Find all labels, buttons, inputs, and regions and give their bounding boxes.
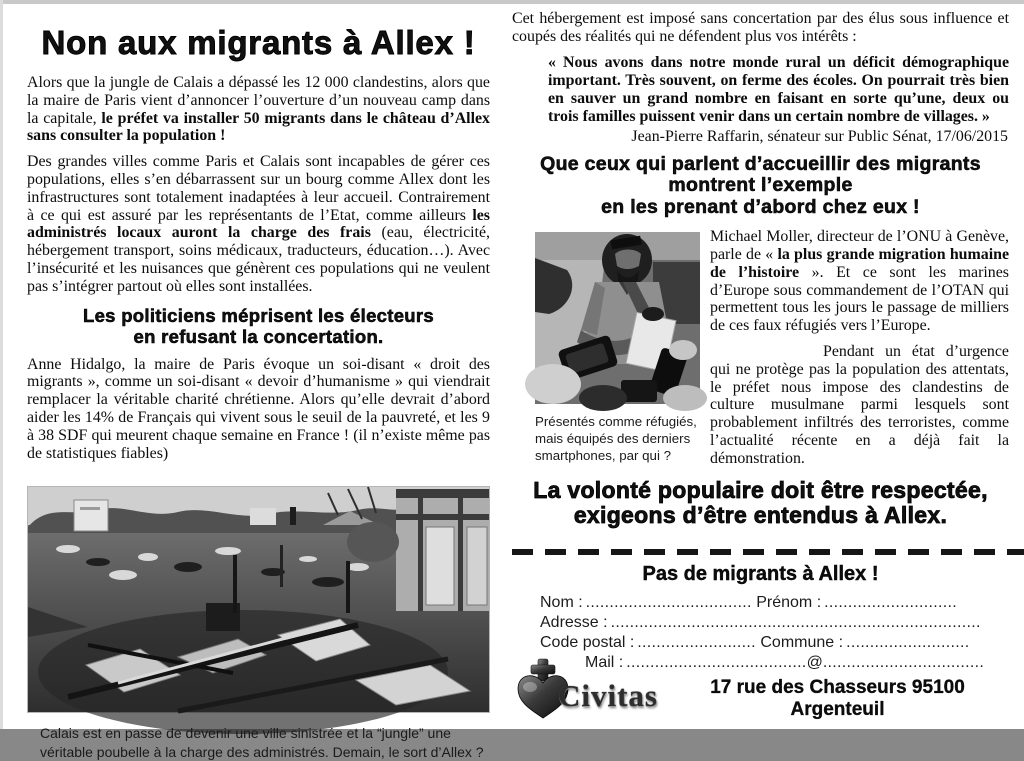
civitas-logo [514, 657, 666, 719]
name-field-dots: ................................... [585, 594, 752, 611]
section-heading-politicians [27, 305, 490, 348]
postal-field-dots: ......................... [637, 634, 756, 651]
paragraph-intro-bold: le préfet va installer 50 migrants dans le château d’Allex sans consulter la population ! [27, 109, 490, 145]
paragraph-moller-post: ». Et ce sont les marines d’Europe sous commandement de l’OTAN qui permettent tous les jours le passage de milliers de ces faux réfugiés vers l’Europe. [710, 263, 1009, 335]
refugees-photo-caption: Présentés comme réfugiés, mais équipés des derniers smartphones, par qui ? [535, 414, 697, 464]
paragraph-charges [27, 153, 490, 295]
right-column [512, 0, 1009, 720]
civitas-address: 17 rue des Chasseurs 95100 Argenteuil [710, 677, 965, 720]
cut-dashed-line [512, 549, 1024, 555]
moller-section [512, 228, 1009, 467]
commune-label: Commune : [760, 634, 844, 651]
calais-photo-caption: Calais est en passe de devenir une ville sinistrée et la “jungle” une véritable poubelle à la charge des administrés. Demain, le sort d’Allex ? [40, 725, 484, 760]
page-title: Non aux migrants à Allex ! [41, 24, 476, 61]
coupon-address-row [540, 613, 981, 633]
paragraph-intro [27, 74, 490, 145]
commune-field-dots: .......................... [846, 634, 970, 651]
heading-line: montrent l’exemple [668, 174, 853, 197]
heading-line: Que ceux qui parlent d’accueillir des migrants [540, 152, 981, 175]
mail-field-dots2: .................................. [822, 654, 985, 671]
paragraph-moller-pre: Michael Moller, directeur de l’ONU à Genève, parle de « [710, 228, 1009, 264]
paragraph-hebergement: Cet hébergement est imposé sans concertation par des élus sous influence et coupés des réalités qui ne défendent plus vos intérêts : [512, 10, 1009, 45]
heading-line: en les prenant d’abord chez eux ! [601, 195, 920, 218]
refugees-photo [535, 232, 700, 464]
calais-debris-photo [27, 486, 490, 713]
at-sign: @ [806, 654, 823, 671]
coupon-title: Pas de migrants à Allex ! [642, 563, 879, 585]
paragraph-urgence: Pendant un état d’urgence qui ne protège pas la population des attentats, le préfet nous impose des clandestins de culture musulmane parmi lesquels sont probablement infiltrés des terroristes, comme l’actualité récente en a déjà fait la démonstration. [710, 343, 1009, 467]
scan-edge-left [0, 0, 3, 729]
coupon-postal-row [540, 633, 972, 653]
paragraph-charges-post: (eau, électricité, hébergement transport, soins médicaux, traducteurs, éducation…). Avec l’insécurité et les nuisances que génèrent ces populations qui ne veulent pas s’intégrer partout où elles sont installées. [27, 224, 491, 295]
left-column [27, 0, 490, 761]
firstname-field-dots: ............................ [824, 594, 958, 611]
mail-field-dots1: ...................................... [626, 654, 807, 671]
paragraph-charges-pre: Des grandes villes comme Paris et Calais sont incapables de gérer ces populations, elles s’en débarrassent sur un bourg comme Allex dont les infrastructures sont totalement inadaptées à leur accueil. Contrairement à ce qui est assuré par les représentants de l’Etat, comme ailleurs [27, 153, 490, 224]
postal-label: Code postal : [540, 634, 635, 651]
refugees-photo-image [535, 232, 700, 404]
name-label: Nom : [540, 594, 583, 611]
heading-line: Les politiciens méprisent les électeurs [82, 304, 434, 326]
heading-line: exigeons d’être entendus à Allex. [573, 502, 948, 529]
address-field-dots: .............................................................................. [610, 614, 981, 631]
heading-line: en refusant la concertation. [133, 326, 384, 348]
section-heading-volonte [512, 478, 1009, 529]
address-label: Adresse : [540, 614, 608, 631]
paragraph-hidalgo: Anne Hidalgo, la maire de Paris évoque un soi-disant « droit des migrants », comme un soi-disant « devoir d’humanisme » qui viendrait remplacer la véritable charité chrétienne. Alors qu’elle devrait d’abord aider les 14% de Français qui vivent sous le seuil de la pauvreté, et les 9 à 38 SDF qui meurent chaque semaine en France ! (il n’existe même pas de statistiques fiables) [27, 355, 490, 462]
civitas-logo-text: Civitas [558, 678, 658, 713]
calais-debris-photo-image [28, 487, 489, 712]
raffarin-quote: « Nous avons dans notre monde rural un déficit démographique important. Très souvent, on ferme des écoles. On pourrait très bien en sauver un grand nombre en faisant en sorte qu’une, deux ou trois familles puissent venir dans un certain nombre de villages. » [548, 53, 1009, 125]
paragraph-intro-text: Alors que la jungle de Calais a dépassé les 12 000 clandestins, alors que la maire de Paris vient d’annoncer l’ouverture d’un nouveau camp dans la capitale, [27, 74, 490, 127]
firstname-label: Prénom : [756, 594, 822, 611]
paragraph-charges-bold: les administrés locaux auront la charge des frais [27, 206, 490, 242]
paragraph-moller-bold: la plus grande migration humaine de l’histoire [710, 246, 1009, 281]
heading-line: La volonté populaire doit être respectée, [533, 476, 988, 503]
quote-attribution: Jean-Pierre Raffarin, sénateur sur Public Sénat, 17/06/2015 [631, 127, 1008, 145]
mail-label: Mail : [585, 654, 624, 671]
section-heading-example [512, 154, 1009, 219]
coupon-name-row [540, 593, 972, 613]
coupon-block [512, 549, 1024, 721]
